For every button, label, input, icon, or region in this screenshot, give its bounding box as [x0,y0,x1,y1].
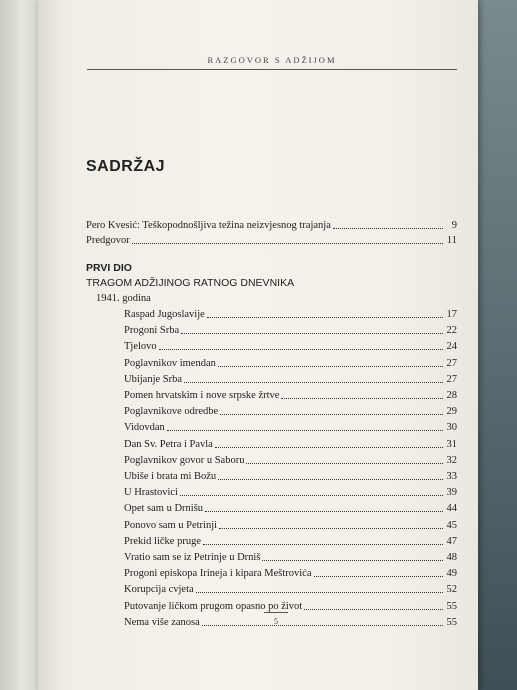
toc-entry [124,325,457,337]
toc-entry-page: 30 [446,422,457,434]
toc-entry-page: 32 [446,454,457,466]
toc-leader [202,625,443,626]
toc-entry-title: Putovanje ličkom prugom opasno po život [124,600,303,612]
toc-entry-title: Ponovo sam u Petrinji [124,519,218,531]
toc-entry-title: Nema više zanosa [124,616,200,628]
toc-entry [124,520,457,532]
toc-entry [124,406,457,418]
toc-leader [196,592,443,593]
toc-leader [181,333,443,334]
toc-entry-page: 44 [446,503,457,515]
toc-leader [220,414,443,415]
page-number: 5 [274,617,278,626]
toc-entry [124,536,457,548]
toc-entry [124,374,457,386]
part-label: PRVI DIO [86,262,132,274]
toc-leader [203,544,443,545]
toc-entry-title: Ubijanje Srba [124,373,183,385]
toc-entry-title: Predgovor [86,235,130,246]
toc-entry-title: Poglavnikov imendan [124,357,216,369]
toc-leader [218,366,443,367]
toc-entry-page: 9 [451,220,457,231]
toc-leader [304,609,443,610]
toc-entry [124,439,457,451]
toc-entry-title: Pomen hrvatskim i nove srpske žrtve [124,390,280,401]
toc-entry [86,235,457,247]
toc-entry-page: 11 [446,235,457,246]
toc-entry-title: Prekid ličke pruge [124,535,201,547]
toc-entry [124,552,457,564]
toc-leader [184,382,443,383]
toc-entry [124,487,457,499]
toc-entry-page: 22 [446,325,457,337]
toc-entry-page: 31 [446,438,457,450]
toc-entry-title: Korupcija cvjeta [124,584,194,596]
toc-entry-page: 29 [446,406,457,418]
toc-entry-title: Dan Sv. Petra i Pavla [124,438,213,450]
toc-entry-title: Opet sam u Drnišu [124,503,204,515]
toc-entry-title: Vratio sam se iz Petrinje u Drniš [124,552,261,563]
toc-entry-page: 55 [446,600,457,612]
toc-leader [246,463,443,464]
toc-entry [124,617,457,629]
toc-entry [124,341,457,353]
toc-entry [124,309,457,321]
toc-entry [124,422,457,434]
toc-entry-page: 27 [446,373,457,385]
toc-entry-title: Pero Kvesić: Teškopodnošljiva težina neizvjesnog trajanja [86,220,331,231]
toc-leader [207,317,443,318]
toc-entry-page: 49 [446,568,457,580]
running-header: RAZGOVOR S ADŽIJOM [207,55,337,65]
toc-entry-page: 27 [446,357,457,369]
toc-entry-title: Vidovdan [124,422,165,434]
toc-leader [180,495,443,496]
toc-leader [205,511,443,512]
toc-entry-page: 55 [446,616,457,628]
toc-entry-page: 28 [446,390,457,401]
toc-entry-title: Poglavnikov govor u Saboru [124,454,245,466]
toc-entry-title: Progoni Srba [124,325,180,337]
toc-entry [124,455,457,467]
toc-entry [86,220,457,232]
toc-entry-page: 39 [446,487,457,499]
toc-entry-title: Poglavnikove odredbe [124,406,219,418]
toc-leader [333,228,443,229]
toc-entry-page: 24 [446,341,457,353]
toc-entry [124,471,457,483]
footer-rule [264,612,288,613]
year-heading: 1941. godina [96,293,151,304]
toc-entry [124,584,457,596]
toc-leader [167,430,443,431]
toc-entry-title: Ubiše i brata mi Božu [124,471,217,482]
toc-entry [124,390,457,402]
toc-leader [314,576,444,577]
book-page [38,0,478,690]
toc-entry-title: Tjelovo [124,341,157,353]
toc-entry-page: 52 [446,584,457,596]
toc-leader [132,243,443,244]
toc-entry-title: Raspad Jugoslavije [124,309,205,320]
toc-entry-page: 33 [446,471,457,482]
toc-entry-title: U Hrastovici [124,487,178,499]
toc-leader [218,479,443,480]
toc-entry [124,503,457,515]
toc-leader [219,528,443,529]
page-title: SADRŽAJ [86,158,166,175]
toc-leader [281,398,443,399]
toc-entry-title: Progoni episkopa Irineja i kipara Meštrovića [124,568,312,580]
toc-entry-page: 17 [446,309,457,320]
toc-leader [262,560,443,561]
toc-entry-page: 48 [446,552,457,563]
header-rule [87,69,457,70]
toc-entry-page: 47 [446,535,457,547]
toc-entry-page: 45 [446,519,457,531]
toc-leader [159,349,443,350]
toc-entry [124,358,457,370]
toc-leader [215,447,443,448]
part-subtitle: TRAGOM ADŽIJINOG RATNOG DNEVNIKA [86,277,295,289]
toc-entry [124,601,457,613]
book-gutter [0,0,40,690]
toc-entry [124,568,457,580]
